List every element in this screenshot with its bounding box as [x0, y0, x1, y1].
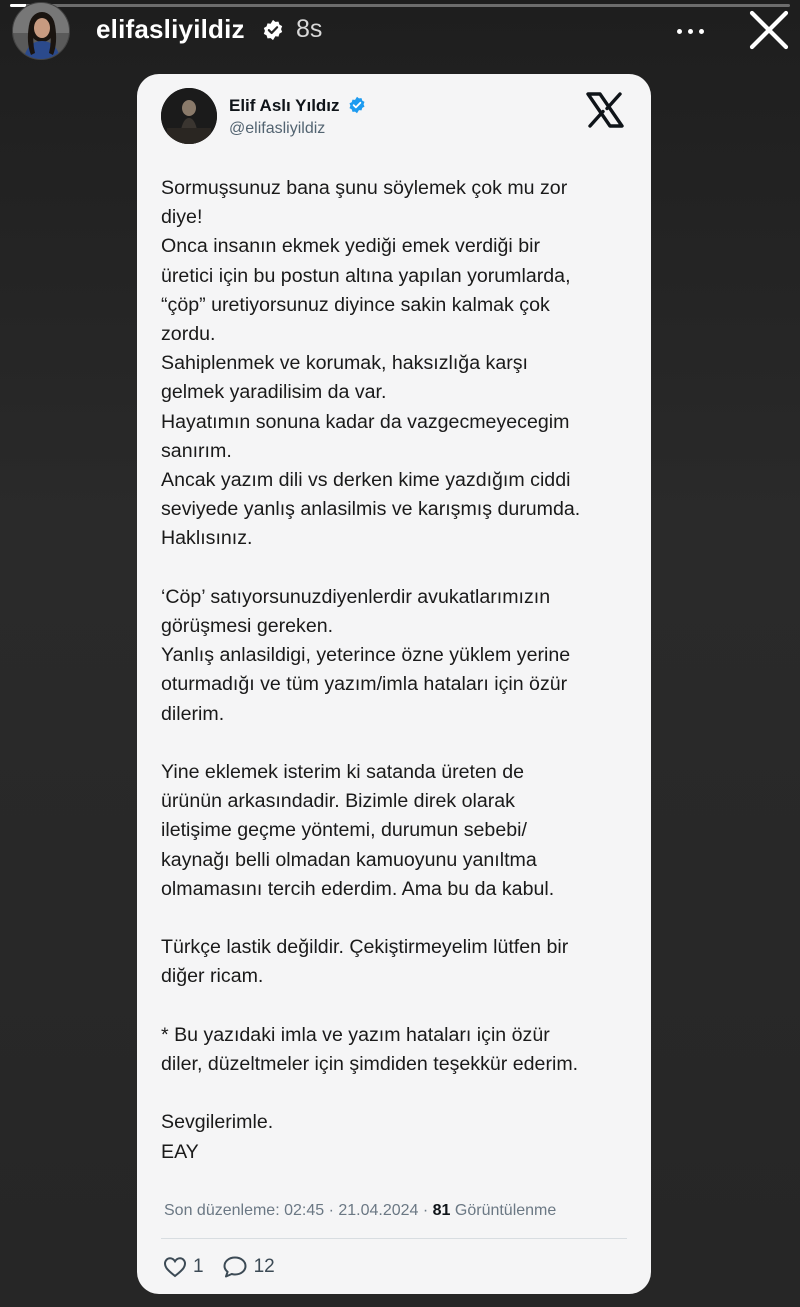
like-count: 1	[193, 1256, 204, 1277]
story-header	[0, 0, 800, 62]
tweet-line: “çöp” uretiyorsunuz diyince sakin kalmak çok	[161, 293, 550, 316]
tweet-author-name[interactable]: Elif Aslı Yıldız	[229, 96, 340, 115]
tweet-line: Ancak yazım dili vs derken kime yazdığım ciddi	[161, 469, 571, 492]
like-button[interactable]	[163, 1256, 204, 1278]
more-dots-icon	[677, 29, 682, 34]
tweet-card	[137, 74, 651, 1294]
avatar-photo	[13, 3, 70, 60]
tweet-meta	[164, 1202, 556, 1220]
divider	[161, 1238, 627, 1239]
tweet-line: Yanlış anlasildigi, yeterince özne yüklem yerine	[161, 644, 571, 667]
reply-button[interactable]	[222, 1255, 275, 1279]
tweet-text	[161, 174, 637, 1196]
tweet-line: kaynağı belli olmadan kamuoyunu yanıltma	[161, 848, 537, 871]
edited-timestamp: Son düzenleme: 02:45 · 21.04.2024 ·	[164, 1202, 429, 1219]
tweet-actions	[163, 1252, 293, 1282]
tweet-line: seviyede yanlış anlasilmis ve karışmış durumda.	[161, 498, 581, 521]
author-avatar-photo	[161, 88, 217, 144]
tweet-line: Hayatımın sonuna kadar da vazgecmeyecegim	[161, 410, 570, 433]
story-time-ago: 8s	[296, 15, 323, 43]
tweet-line: Türkçe lastik değildir. Çekiştirmeyelim lütfen bir	[161, 936, 569, 959]
tweet-paragraph	[161, 583, 637, 729]
more-dot	[688, 29, 693, 34]
tweet-line: diye!	[161, 206, 203, 229]
tweet-line: iletişime geçme yöntemi, durumun sebebi/	[161, 819, 527, 842]
tweet-line: Sormuşsunuz bana şunu söylemek çok mu zor	[161, 177, 568, 199]
tweet-line: * Bu yazıdaki imla ve yazım hataları için özür	[161, 1023, 550, 1046]
more-options-button[interactable]	[668, 14, 712, 48]
heart-icon	[163, 1256, 187, 1278]
tweet-author-avatar[interactable]	[161, 88, 217, 144]
tweet-line: olmamasını tercih ederdim. Ama bu da kabul.	[161, 877, 555, 900]
x-logo-icon[interactable]	[585, 92, 625, 128]
reply-bubble-icon	[222, 1255, 248, 1279]
views-count: 81	[432, 1202, 451, 1219]
tweet-line: diğer ricam.	[161, 965, 264, 988]
tweet-paragraph	[161, 1021, 637, 1079]
tweet-line: ‘Cöp’ satıyorsunuzdiyenlerdir avukatlarımızın	[161, 585, 551, 608]
tweet-paragraph	[161, 1108, 637, 1166]
views-label: Görüntülenme	[454, 1202, 557, 1219]
tweet-line: Yine eklemek isterim ki satanda üreten de	[161, 761, 525, 784]
verified-badge-icon	[348, 96, 366, 114]
tweet-author-handle[interactable]: @elifasliyildiz	[229, 120, 326, 137]
tweet-line: gelmek yaradilisim da var.	[161, 381, 387, 404]
tweet-line: diler, düzeltmeler için şimdiden teşekkür ederim.	[161, 1053, 579, 1076]
tweet-line: sanırım.	[161, 439, 232, 462]
tweet-line: Sahiplenmek ve korumak, haksızlığa karşı	[161, 352, 529, 375]
story-username[interactable]: elifasliyildiz	[96, 14, 245, 44]
tweet-line: zordu.	[161, 323, 216, 346]
tweet-line: görüşmesi gereken.	[161, 615, 334, 638]
tweet-line: EAY	[161, 1140, 199, 1163]
tweet-line: üretici için bu postun altına yapılan yorumlarda,	[161, 264, 571, 287]
tweet-paragraph	[161, 933, 637, 991]
more-dot	[699, 29, 704, 34]
tweet-line: oturmadığı ve tüm yazım/imla hataları için özür	[161, 673, 568, 696]
tweet-line: Sevgilerimle.	[161, 1111, 274, 1134]
tweet-paragraph	[161, 758, 637, 904]
close-icon[interactable]	[744, 8, 794, 54]
tweet-line: Haklısınız.	[161, 527, 253, 550]
profile-avatar[interactable]	[12, 2, 70, 60]
tweet-line: Onca insanın ekmek yediği emek verdiği bir	[161, 235, 540, 258]
tweet-line: ürünün arkasındadir. Bizimle direk olarak	[161, 790, 515, 813]
tweet-line: dilerim.	[161, 702, 225, 725]
reply-count: 12	[253, 1256, 275, 1277]
tweet-paragraph	[161, 174, 637, 554]
verified-badge-icon	[262, 19, 284, 41]
